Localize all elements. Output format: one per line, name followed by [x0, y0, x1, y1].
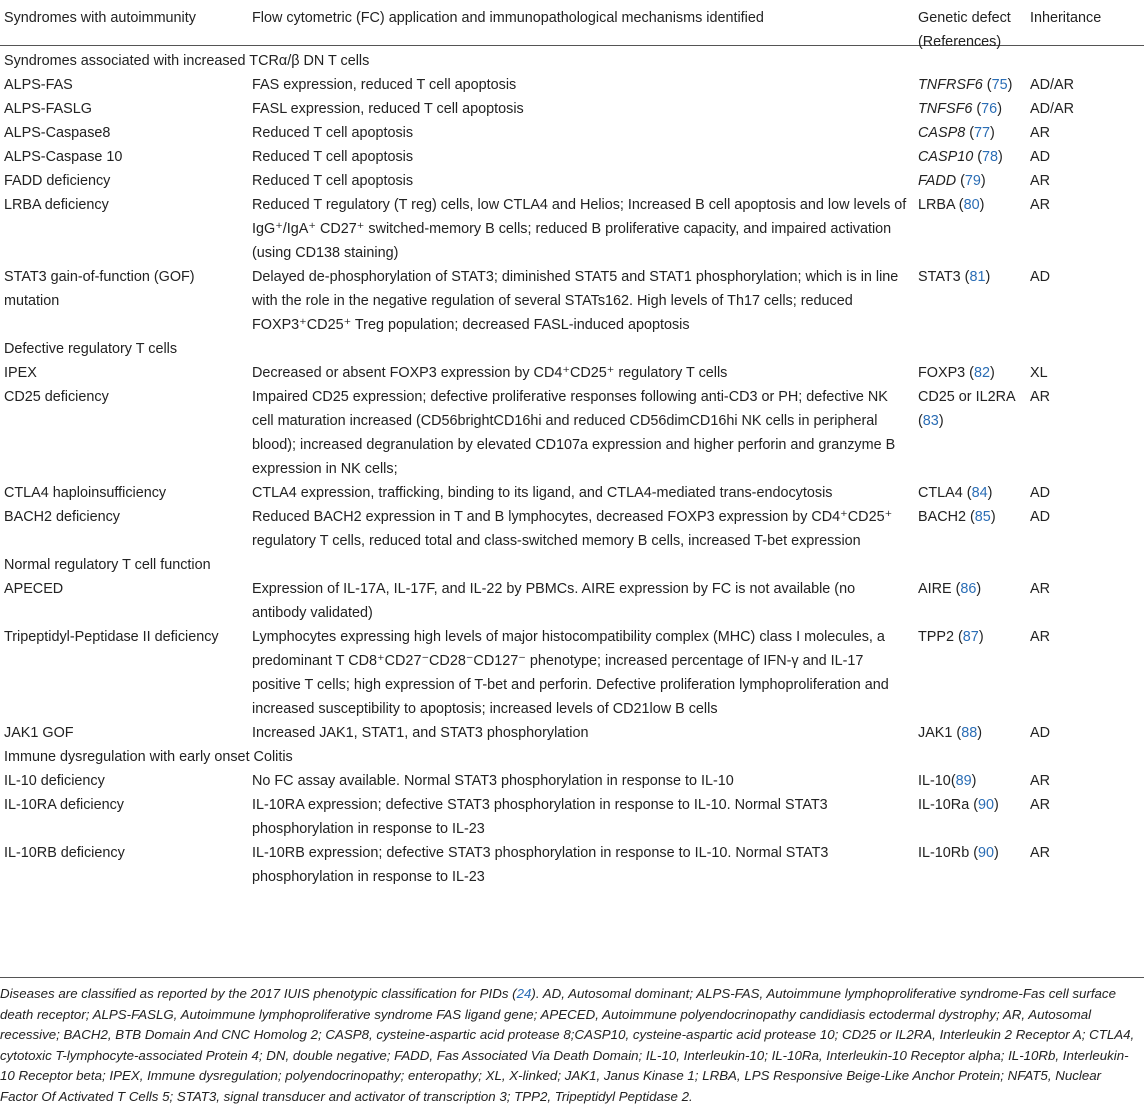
inheritance-cell: AR: [1030, 773, 1050, 789]
reference-link[interactable]: 81: [969, 269, 986, 285]
genetic-defect-cell: IL-10Ra (90): [918, 797, 999, 813]
genetic-defect-cell: TNFSF6 (76): [918, 101, 1002, 117]
table-row: [0, 73, 1144, 97]
inheritance-cell: AR: [1030, 125, 1050, 141]
gene-name: TNFRSF6: [918, 77, 983, 93]
mechanism-cell: Delayed de-phosphorylation of STAT3; diminished STAT5 and STAT1 phosphorylation; which is in line with the role in the negative regulation of several STATs162. High levels of Th17 cells; reduced FOXP3⁺CD25⁺ Treg population; decreased FASL-induced apoptosis: [252, 269, 899, 333]
gene-name: BACH2: [918, 509, 966, 525]
inheritance-cell: AD/AR: [1030, 77, 1074, 93]
table-row: [0, 385, 1144, 481]
mechanism-cell: Lymphocytes expressing high levels of major histocompatibility complex (MHC) class I molecules, a predominant T CD8⁺CD27⁻CD28⁻CD127⁻ phenotype; increased percentage of IFN-γ and IL-17 positive T cells; high expression of T-bet and perforin. Defective proliferation lymphoproliferation and increased susceptibility to apoptosis; increased levels of CD21low B cells: [252, 629, 889, 717]
inheritance-cell: XL: [1030, 365, 1048, 381]
mechanism-cell: FASL expression, reduced T cell apoptosis: [252, 101, 524, 117]
table-row: [0, 841, 1144, 889]
reference-link[interactable]: 79: [964, 173, 981, 189]
mechanism-cell: Decreased or absent FOXP3 expression by CD4⁺CD25⁺ regulatory T cells: [252, 365, 728, 381]
syndrome-cell: FADD deficiency: [4, 173, 111, 189]
gene-name: IL-10Rb: [918, 845, 970, 861]
reference-link[interactable]: 78: [982, 149, 999, 165]
inheritance-cell: AD: [1030, 509, 1050, 525]
inheritance-cell: AR: [1030, 197, 1050, 213]
syndrome-cell: LRBA deficiency: [4, 197, 109, 213]
inheritance-cell: AD: [1030, 485, 1050, 501]
reference-link[interactable]: 84: [971, 485, 988, 501]
genetic-defect-cell: TPP2 (87): [918, 629, 984, 645]
table-row: [0, 193, 1144, 265]
genetic-defect-cell: LRBA (80): [918, 197, 985, 213]
header-inheritance: Inheritance: [1030, 10, 1102, 26]
syndrome-cell: IL-10 deficiency: [4, 773, 105, 789]
section-heading: Syndromes associated with increased TCRα/β DN T cells: [4, 53, 370, 69]
gene-name: CTLA4: [918, 485, 963, 501]
genetic-defect-cell: JAK1 (88): [918, 725, 983, 741]
inheritance-cell: AR: [1030, 845, 1050, 861]
reference-link[interactable]: 90: [978, 845, 995, 861]
gene-name: STAT3: [918, 269, 961, 285]
mechanism-cell: Expression of IL-17A, IL-17F, and IL-22 by PBMCs. AIRE expression by FC is not available (no antibody validated): [252, 581, 856, 621]
gene-name: LRBA: [918, 197, 955, 213]
footnote-reference-link[interactable]: 24: [516, 986, 532, 1001]
syndrome-cell: CTLA4 haploinsufficiency: [4, 485, 167, 501]
syndrome-cell: BACH2 deficiency: [4, 509, 120, 525]
inheritance-cell: AD/AR: [1030, 101, 1074, 117]
syndrome-cell: ALPS-FASLG: [4, 101, 92, 117]
reference-link[interactable]: 77: [974, 125, 991, 141]
mechanism-cell: FAS expression, reduced T cell apoptosis: [252, 77, 517, 93]
table-row: [0, 769, 1144, 793]
reference-link[interactable]: 87: [962, 629, 979, 645]
table-body: [0, 49, 1144, 889]
inheritance-cell: AR: [1030, 173, 1050, 189]
gene-name: FADD: [918, 173, 957, 189]
table-row: [0, 169, 1144, 193]
gene-name: IL-10Ra: [918, 797, 970, 813]
syndrome-cell: IPEX: [4, 365, 37, 381]
header-genetic-defect-line2: (References): [918, 34, 1002, 50]
table-footnote: [0, 984, 1140, 1108]
syndrome-cell: ALPS-Caspase 10: [4, 149, 123, 165]
syndrome-cell: STAT3 gain-of-function (GOF) mutation: [4, 269, 195, 309]
mechanism-cell: IL-10RB expression; defective STAT3 phosphorylation in response to IL-10. Normal STAT3 phosphorylation in response to IL-23: [252, 845, 829, 885]
table-row: [0, 265, 1144, 337]
header-flow-cytometry: Flow cytometric (FC) application and immunopathological mechanisms identified: [252, 10, 764, 26]
genetic-defect-cell: FADD (79): [918, 173, 986, 189]
syndrome-cell: JAK1 GOF: [4, 725, 74, 741]
genetic-defect-cell: CASP10 (78): [918, 149, 1003, 165]
syndrome-cell: ALPS-FAS: [4, 77, 73, 93]
syndrome-cell: ALPS-Caspase8: [4, 125, 111, 141]
genetic-defect-cell: STAT3 (81): [918, 269, 991, 285]
mechanism-cell: Reduced BACH2 expression in T and B lymphocytes, decreased FOXP3 expression by CD4⁺CD25⁺ regulatory T cells, reduced total and class-switched memory B cells, increased T-bet expression: [252, 509, 893, 549]
syndrome-cell: Tripeptidyl-Peptidase II deficiency: [4, 629, 219, 645]
syndrome-cell: CD25 deficiency: [4, 389, 109, 405]
mechanism-cell: Reduced T cell apoptosis: [252, 149, 414, 165]
inheritance-cell: AD: [1030, 725, 1050, 741]
mechanism-cell: Increased JAK1, STAT1, and STAT3 phosphorylation: [252, 725, 589, 741]
table-row: [0, 505, 1144, 553]
inheritance-cell: AR: [1030, 389, 1050, 405]
syndrome-cell: APECED: [4, 581, 64, 597]
syndrome-cell: IL-10RA deficiency: [4, 797, 124, 813]
reference-link[interactable]: 88: [961, 725, 978, 741]
gene-name: CASP8: [918, 125, 966, 141]
section-heading: Immune dysregulation with early onset Colitis: [4, 749, 293, 765]
inheritance-cell: AR: [1030, 581, 1050, 597]
section-heading: Defective regulatory T cells: [4, 341, 178, 357]
genetic-defect-cell: FOXP3 (82): [918, 365, 995, 381]
mechanism-cell: Reduced T cell apoptosis: [252, 125, 414, 141]
gene-name: IL-10: [918, 773, 951, 789]
gene-name: CD25 or IL2RA: [918, 389, 1015, 405]
table-row: [0, 577, 1144, 625]
table-row: [0, 793, 1144, 841]
syndrome-cell: IL-10RB deficiency: [4, 845, 125, 861]
header-syndromes: Syndromes with autoimmunity: [4, 10, 196, 26]
gene-name: AIRE: [918, 581, 952, 597]
mechanism-cell: No FC assay available. Normal STAT3 phosphorylation in response to IL-10: [252, 773, 734, 789]
reference-link[interactable]: 76: [981, 101, 998, 117]
inheritance-cell: AD: [1030, 269, 1050, 285]
reference-link[interactable]: 75: [991, 77, 1008, 93]
reference-link[interactable]: 82: [973, 365, 990, 381]
mechanism-cell: CTLA4 expression, trafficking, binding to its ligand, and CTLA4-mediated trans-endocytosis: [252, 485, 833, 501]
inheritance-cell: AR: [1030, 797, 1050, 813]
mechanism-cell: IL-10RA expression; defective STAT3 phosphorylation in response to IL-10. Normal STAT3 phosphorylation in response to IL-23: [252, 797, 828, 837]
reference-link[interactable]: 83: [922, 413, 939, 429]
gene-name: FOXP3: [918, 365, 966, 381]
genetic-defect-cell: CASP8 (77): [918, 125, 995, 141]
genetic-defect-cell: AIRE (86): [918, 581, 982, 597]
footnote-text-rest: ). AD, Autosomal dominant; ALPS-FAS, Autoimmune lymphoproliferative syndrome-Fas cell surface death receptor; ALPS-FASLG, Autoimmune lymphoproliferative syndrome FAS ligand gene; APECED, Autoimmune polyendocrinopathy candidiasis ectodermal dystrophy; AR, Autosomal recessive; BACH2, BTB Domain And CNC Homolog 2; CASP8, cysteine-aspartic acid protease 8;CASP10, cysteine-aspartic acid protease 10; CD25 or IL2RA, Interleukin 2 Receptor A; CTLA4, cytotoxic T-lymphocyte-associated Protein 4; DN, double negative; FADD, Fas Associated Via Death Domain; IL-10, Interleukin-10; IL-10Ra, Interleukin-10 Receptor alpha; IL-10Rb, Interleukin-10 Receptor beta; IPEX, Immune dysregulation; polyendocrinopathy; enteropathy; XL, X-linked; JAK1, Janus Kinase 1; LRBA, LPS Responsive Beige-Like Anchor Protein; NFAT5, Nuclear Factor Of Activated T Cells 5; STAT3, signal transducer and activator of transcription 3; TPP2, Tripeptidyl Peptidase 2.: [0, 986, 1135, 1104]
table-row: [0, 97, 1144, 121]
section-heading: Normal regulatory T cell function: [4, 557, 211, 573]
gene-name: TPP2: [918, 629, 954, 645]
gene-name: TNFSF6: [918, 101, 973, 117]
mechanism-cell: Impaired CD25 expression; defective proliferative responses following anti-CD3 or PH; defective NK cell maturation increased (CD56brightCD16hi and reduced CD56dimCD16hi NK cells in peripheral blood); increased degranulation by elevated CD107a expression and higher perforin and granzyme B expression in NK cells;: [252, 389, 896, 477]
genetic-defect-cell: TNFRSF6 (75): [918, 77, 1013, 93]
gene-name: JAK1: [918, 725, 953, 741]
table-row: [0, 121, 1144, 145]
inheritance-cell: AR: [1030, 629, 1050, 645]
table-row: [0, 481, 1144, 505]
reference-link[interactable]: 86: [960, 581, 977, 597]
reference-link[interactable]: 90: [978, 797, 995, 813]
table-bottom-rule: [0, 977, 1144, 978]
genetic-defect-cell: IL-10(89): [918, 773, 977, 789]
table-row: [0, 721, 1144, 745]
reference-link[interactable]: 89: [955, 773, 972, 789]
genetic-defect-cell: IL-10Rb (90): [918, 845, 999, 861]
footnote-text-start: Diseases are classified as reported by the 2017 IUIS phenotypic classification for PIDs (: [0, 986, 517, 1001]
table-row: [0, 145, 1144, 169]
mechanism-cell: Reduced T regulatory (T reg) cells, low CTLA4 and Helios; Increased B cell apoptosis and low levels of IgG⁺/IgA⁺ CD27⁺ switched-memory B cells; reduced B proliferative capacity, and impaired activation (using CD138 staining): [252, 197, 907, 261]
reference-link[interactable]: 80: [963, 197, 980, 213]
reference-link[interactable]: 85: [974, 509, 991, 525]
table-header: [0, 0, 1144, 50]
header-genetic-defect: [918, 6, 1030, 50]
inheritance-cell: AD: [1030, 149, 1050, 165]
header-genetic-defect-line1: Genetic defect: [918, 10, 1011, 26]
table-row: [0, 625, 1144, 721]
genetic-defect-cell: CTLA4 (84): [918, 485, 993, 501]
gene-name: CASP10: [918, 149, 974, 165]
table-row: [0, 361, 1144, 385]
genetic-defect-cell: BACH2 (85): [918, 509, 996, 525]
mechanism-cell: Reduced T cell apoptosis: [252, 173, 414, 189]
genetic-defect-cell: CD25 or IL2RA (83): [918, 389, 1015, 429]
